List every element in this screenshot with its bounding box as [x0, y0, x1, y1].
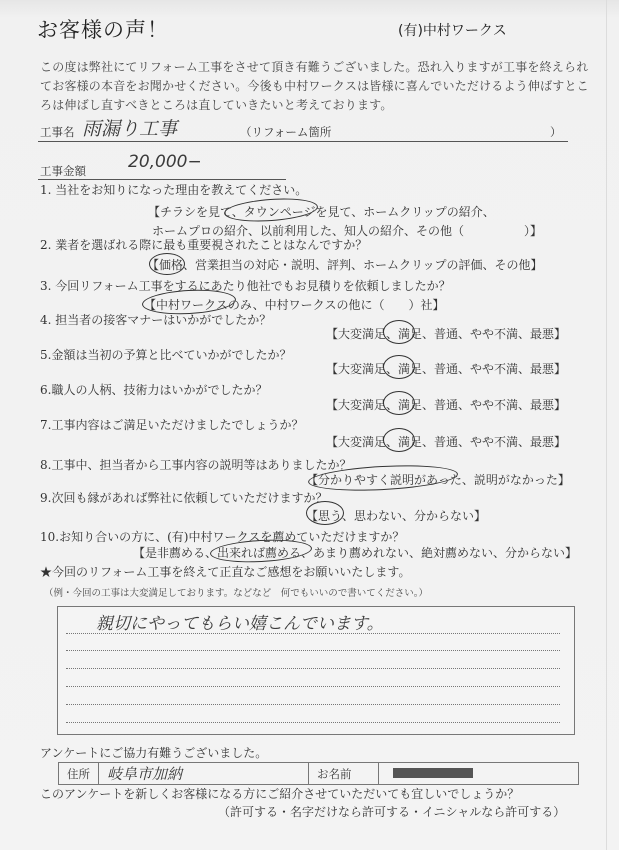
question-2: 2. 業者を選ばれる際に最も重要視されたことはなんですか？	[40, 238, 368, 252]
scan-edge	[606, 0, 607, 850]
selection-circle-q2	[149, 253, 185, 275]
company-name: (有)中村ワークス	[398, 23, 507, 39]
question-9: 9.次回も縁があれば弊社に依頼していただけますか？	[40, 491, 328, 505]
question-8-options: 【分かりやすく説明があった、説明がなかった】	[306, 473, 570, 487]
question-3-options: 【中村ワークスのみ、中村ワークスの他に（ ）社】	[144, 298, 445, 312]
writing-line	[66, 650, 560, 651]
intro-text: この度は弊社にてリフォーム工事をさせて頂き有難うございました。恐れ入りますが工事を終えられてお客様の本音をお聞かせください。今後も中村ワークスは皆様に喜んでいただけるよう伸ばすところは伸ばし直すべきところは直していきたいと考えております。	[40, 60, 589, 112]
thanks-text: アンケートにご協力有難うございました。	[40, 746, 268, 760]
question-10-options: 【是非薦める、出来れば薦める、あまり薦めれない、絶対薦めない、分からない】	[133, 546, 578, 560]
address-label: 住所	[59, 763, 99, 784]
impression-example: （例・今回の工事は大変満足しております。などなど 何でもいいので書いてください。）	[44, 588, 428, 599]
question-7-options: 【大変満足、満足、普通、やや不満、最悪】	[326, 435, 567, 449]
selection-circle-q9	[306, 501, 344, 525]
question-2-options: 【価格、営業担当の対応・説明、評判、ホームクリップの評価、その他】	[147, 258, 543, 272]
amount-value: 20,000−	[128, 152, 202, 172]
permission-question: このアンケートを新しくお客様になる方にご紹介させていただいても宜しいでしょうか？	[40, 787, 520, 801]
question-4-options: 【大変満足、満足、普通、やや不満、最悪】	[326, 327, 567, 341]
question-5-options: 【大変満足、満足、普通、やや不満、最悪】	[326, 362, 567, 376]
name-label: お名前	[309, 763, 379, 784]
writing-line	[66, 704, 560, 705]
selection-circle-q6	[383, 391, 415, 415]
selection-circle-q4	[383, 320, 415, 344]
writing-line	[66, 686, 560, 687]
question-10: 10.お知り合いの方に、(有)中村ワークスを薦めていただけますか？	[40, 530, 405, 544]
name-redaction-bar	[393, 768, 473, 778]
amount-label: 工事金額	[40, 164, 86, 178]
writing-line	[66, 633, 560, 634]
question-1-options-line2: ホームプロの紹介、以前利用した、知人の紹介、その他（ ）】	[152, 224, 543, 238]
page-title: お客様の声！	[37, 18, 169, 42]
question-6: 6.職人の人柄、技術力はいかがでしたか？	[40, 383, 268, 397]
project-name-label: 工事名	[40, 125, 75, 139]
question-8: 8.工事中、担当者から工事内容の説明等はありましたか？	[40, 458, 352, 472]
writing-line	[66, 668, 560, 669]
impression-box[interactable]	[57, 606, 575, 735]
amount-underline	[38, 179, 286, 180]
question-1-options-line1: 【チラシを見て、タウンページを見て、ホームクリップの紹介、	[148, 205, 495, 219]
question-1: 1. 当社をお知りになった理由を教えてください。	[40, 183, 308, 197]
selection-circle-q7	[383, 428, 415, 452]
question-6-options: 【大変満足、満足、普通、やや不満、最悪】	[326, 398, 567, 412]
project-location-label: （リフォーム箇所	[240, 125, 332, 139]
address-value[interactable]: 岐阜市加納	[99, 763, 309, 784]
impression-prompt: ★今回のリフォーム工事を終えて正直なご感想をお願いいたします。	[40, 565, 411, 579]
question-5: 5.金額は当初の予算と比べていかがでしたか？	[40, 348, 292, 362]
question-4: 4. 担当者の接客マナーはいかがでしたか？	[40, 313, 272, 327]
project-location-close: ）	[550, 125, 562, 139]
customer-info-table	[58, 762, 579, 785]
question-3: 3. 今回リフォーム工事をするにあたり他社でもお見積りを依頼しましたか？	[40, 279, 451, 293]
impression-answer: 親切にやってもらい嬉こんでいます。	[96, 614, 384, 634]
project-name-underline	[38, 141, 568, 142]
project-name-value: 雨漏り工事	[82, 118, 178, 140]
selection-circle-q5	[383, 355, 415, 379]
question-7: 7.工事内容はご満足いただけましたでしょうか？	[40, 418, 304, 432]
permission-options: （許可する・名字だけなら許可する・イニシャルなら許可する）	[218, 805, 566, 819]
question-9-options: 【思う、思わない、分からない】	[306, 509, 487, 523]
writing-line	[66, 722, 560, 723]
